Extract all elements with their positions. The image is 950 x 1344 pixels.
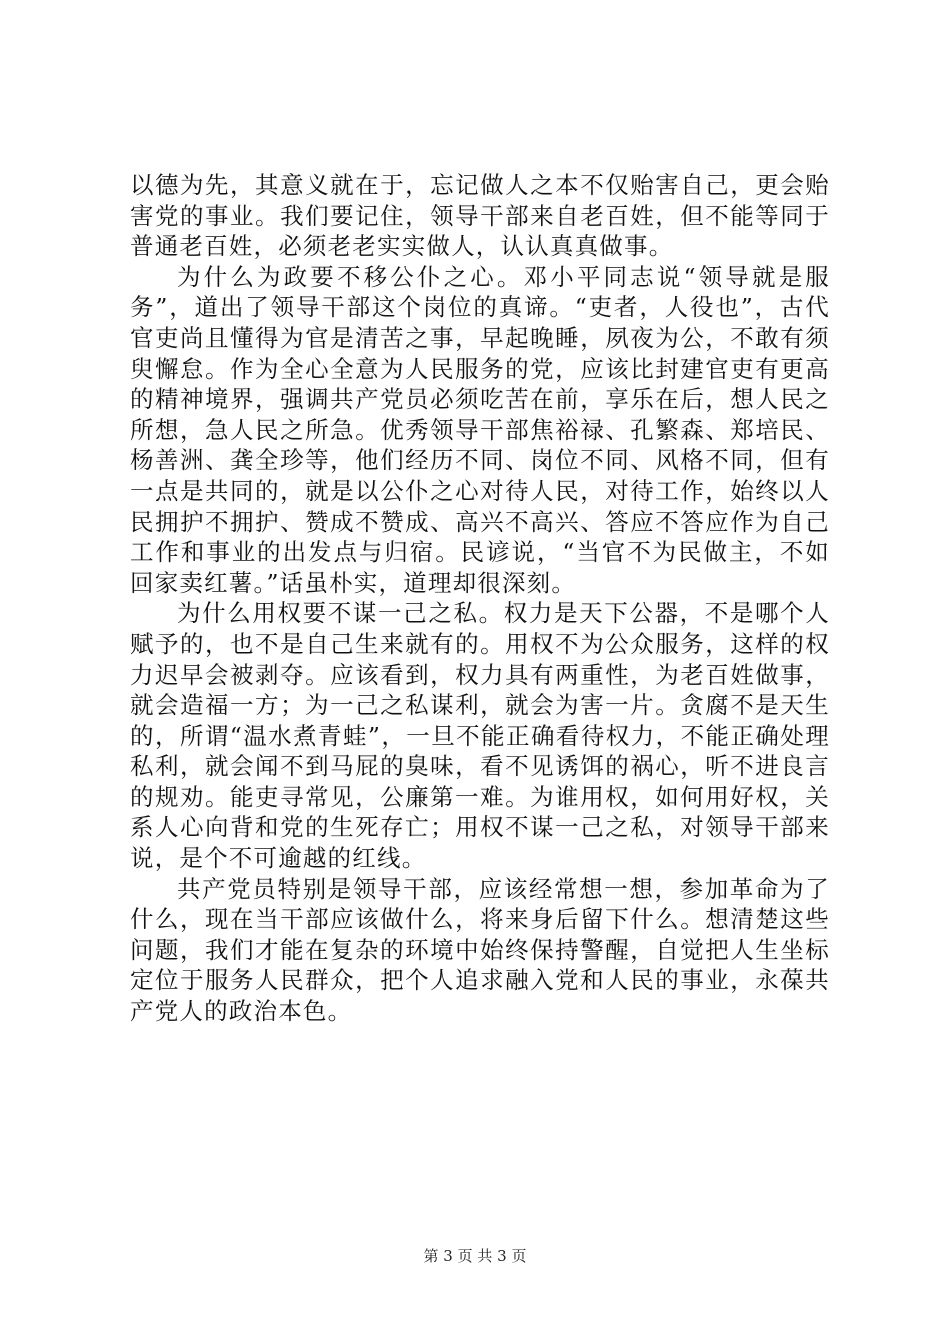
page-footer: 第 3 页 共 3 页 xyxy=(423,1247,527,1265)
paragraph-3: 为什么用权要不谋一己之私。权力是天下公器，不是哪个人赋予的，也不是自己生来就有的。用权不为公众服务，这样的权力迟早会被剥夺。应该看到，权力具有两重性，为老百姓做事，就会造福一方；为一己之私谋利，就会为害一片。贪腐不是天生的，所谓“温水煮青蛙”，一旦不能正确看待权力，不能正确处理私利，就会闻不到马屁的臭味，看不见诱饵的祸心，听不进良言的规劝。能吏寻常见，公廉第一难。为谁用权，如何用好权，关系人心向背和党的生死存亡；用权不谋一己之私，对领导干部来说，是个不可逾越的红线。 xyxy=(130,599,830,873)
paragraph-4: 共产党员特别是领导干部，应该经常想一想，参加革命为了什么，现在当干部应该做什么，将来身后留下什么。想清楚这些问题，我们才能在复杂的环境中始终保持警醒，自觉把人生坐标定位于服务人民群众，把个人追求融入党和人民的事业，永葆共产党人的政治本色。 xyxy=(130,874,830,1026)
paragraph-2: 为什么为政要不移公仆之心。邓小平同志说“领导就是服务”，道出了领导干部这个岗位的真谛。“吏者，人役也”，古代官吏尚且懂得为官是清苦之事，早起晚睡，夙夜为公，不敢有须臾懈怠。作为全心全意为人民服务的党，应该比封建官吏有更高的精神境界，强调共产党员必须吃苦在前，享乐在后，想人民之所想，急人民之所急。优秀领导干部焦裕禄、孔繁森、郑培民、杨善洲、龚全珍等，他们经历不同、岗位不同、风格不同，但有一点是共同的，就是以公仆之心对待人民，对待工作，始终以人民拥护不拥护、赞成不赞成、高兴不高兴、答应不答应作为自己工作和事业的出发点与归宿。民谚说，“当官不为民做主，不如回家卖红薯。”话虽朴实，道理却很深刻。 xyxy=(130,262,830,597)
document-body xyxy=(130,170,830,1027)
paragraph-1: 以德为先，其意义就在于，忘记做人之本不仅贻害自己，更会贻害党的事业。我们要记住，领导干部来自老百姓，但不能等同于普通老百姓，必须老老实实做人，认认真真做事。 xyxy=(130,171,830,261)
